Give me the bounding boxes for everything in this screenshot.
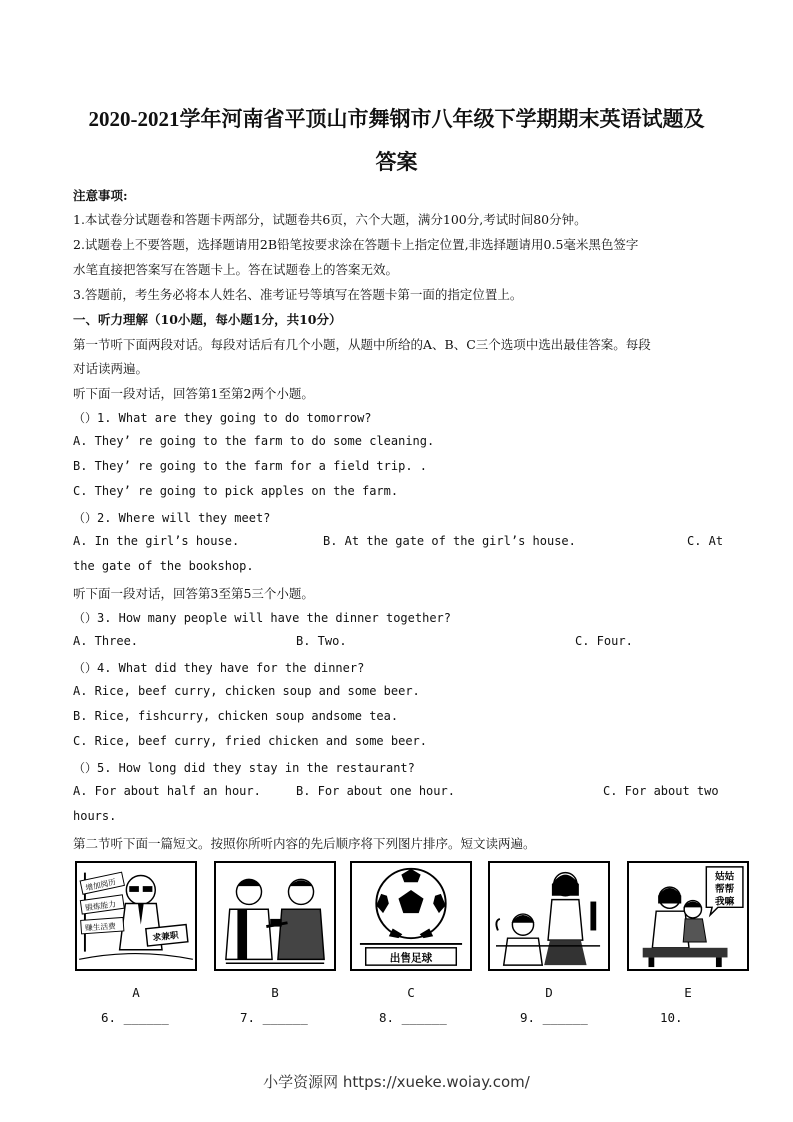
note-item: 2.试题卷上不要答题，选择题请用2B铅笔按要求涂在答题卡上指定位置,非选择题请用0.5毫米黑色签字 xyxy=(73,237,639,252)
page-title: 2020-2021学年河南省平顶山市舞钢市八年级下学期期末英语试题及 xyxy=(88,107,705,131)
footer-watermark: 小学资源网 https://xueke.woiay.com/ xyxy=(263,1073,530,1091)
option-5c-cont: hours. xyxy=(73,809,117,823)
option-5c: C. For about two xyxy=(603,784,719,798)
bubble-text: 帮帮 xyxy=(714,883,735,895)
picture-label-e: E xyxy=(684,985,692,1000)
question-1: （）1. What are they going to do tomorrow? xyxy=(73,411,372,425)
option-2c: C. At xyxy=(687,534,724,548)
option-4a: A. Rice, beef curry, chicken soup and some beer. xyxy=(73,684,420,698)
sign-text: 锻炼能力 xyxy=(84,899,117,913)
picture-e xyxy=(627,861,749,971)
question-4: （）4. What did they have for the dinner? xyxy=(73,661,365,675)
part1-intro: 第一节听下面两段对话。每段对话后有几个小题，从题中所给的A、B、C三个选项中选出最佳答案。每段 xyxy=(73,337,651,352)
board-text: 求兼职 xyxy=(152,930,180,944)
option-3b: B. Two. xyxy=(296,634,347,648)
option-1b: B. They’ re going to the farm for a field trip. . xyxy=(73,459,428,473)
dialog2-intro: 听下面一段对话，回答第3至第5三个小题。 xyxy=(73,586,314,601)
option-1a: A. They’ re going to the farm to do some cleaning. xyxy=(73,434,435,448)
picture-a xyxy=(75,861,197,971)
note-item: 1.本试卷分试题卷和答题卡两部分，试题卷共6页，六个大题，满分100分,考试时间80分钟。 xyxy=(73,212,587,227)
dialog1-intro: 听下面一段对话，回答第1至第2两个小题。 xyxy=(73,386,314,401)
bubble-text: 姑姑 xyxy=(714,871,735,883)
note-item: 3.答题前，考生务必将本人姓名、准考证号等填写在答题卡第一面的指定位置上。 xyxy=(73,287,523,302)
answer-blank-10[interactable]: 10. xyxy=(660,1010,683,1025)
question-2: （）2. Where will they meet? xyxy=(73,511,271,525)
note-item: 水笔直接把答案写在答题卡上。答在试题卷上的答案无效。 xyxy=(73,262,399,277)
sign-text: 赚生活费 xyxy=(84,921,117,933)
answer-blank-8[interactable]: 8. ______ xyxy=(379,1010,447,1025)
section-heading: 一、听力理解（10小题，每小题1分，共10分） xyxy=(73,312,342,327)
option-2a: A. In the girl’s house. xyxy=(73,534,240,548)
question-3: （）3. How many people will have the dinner together? xyxy=(73,611,452,625)
picture-b xyxy=(214,861,336,971)
picture-d xyxy=(488,861,610,971)
question-5: （）5. How long did they stay in the restaurant? xyxy=(73,761,415,775)
option-4b: B. Rice, fishcurry, chicken soup andsome tea. xyxy=(73,709,399,723)
option-3a: A. Three. xyxy=(73,634,139,648)
option-5b: B. For about one hour. xyxy=(296,784,455,798)
option-5a: A. For about half an hour. xyxy=(73,784,261,798)
answer-blank-7[interactable]: 7. ______ xyxy=(240,1010,308,1025)
picture-label-b: B xyxy=(271,985,279,1000)
bubble-text: 我嘛 xyxy=(714,896,735,908)
part1-intro-cont: 对话读两遍。 xyxy=(73,361,149,376)
picture-label-c: C xyxy=(407,985,415,1000)
option-1c: C. They’ re going to pick apples on the farm. xyxy=(73,484,399,498)
part2-intro: 第二节听下面一篇短文。按照你所听内容的先后顺序将下列图片排序。短文读两遍。 xyxy=(73,836,536,851)
caption-text: 出售足球 xyxy=(389,952,433,965)
option-3c: C. Four. xyxy=(575,634,633,648)
option-2c-cont: the gate of the bookshop. xyxy=(73,559,254,573)
option-2b: B. At the gate of the girl’s house. xyxy=(323,534,576,548)
picture-label-a: A xyxy=(132,985,140,1000)
notes-heading: 注意事项: xyxy=(73,188,128,203)
picture-c xyxy=(350,861,472,971)
option-4c: C. Rice, beef curry, fried chicken and some beer. xyxy=(73,734,428,748)
page-title-cont: 答案 xyxy=(375,150,418,174)
picture-label-d: D xyxy=(545,985,553,1000)
answer-blank-6[interactable]: 6. ______ xyxy=(101,1010,169,1025)
sign-text: 增加阅历 xyxy=(84,877,117,893)
answer-blank-9[interactable]: 9. ______ xyxy=(520,1010,588,1025)
